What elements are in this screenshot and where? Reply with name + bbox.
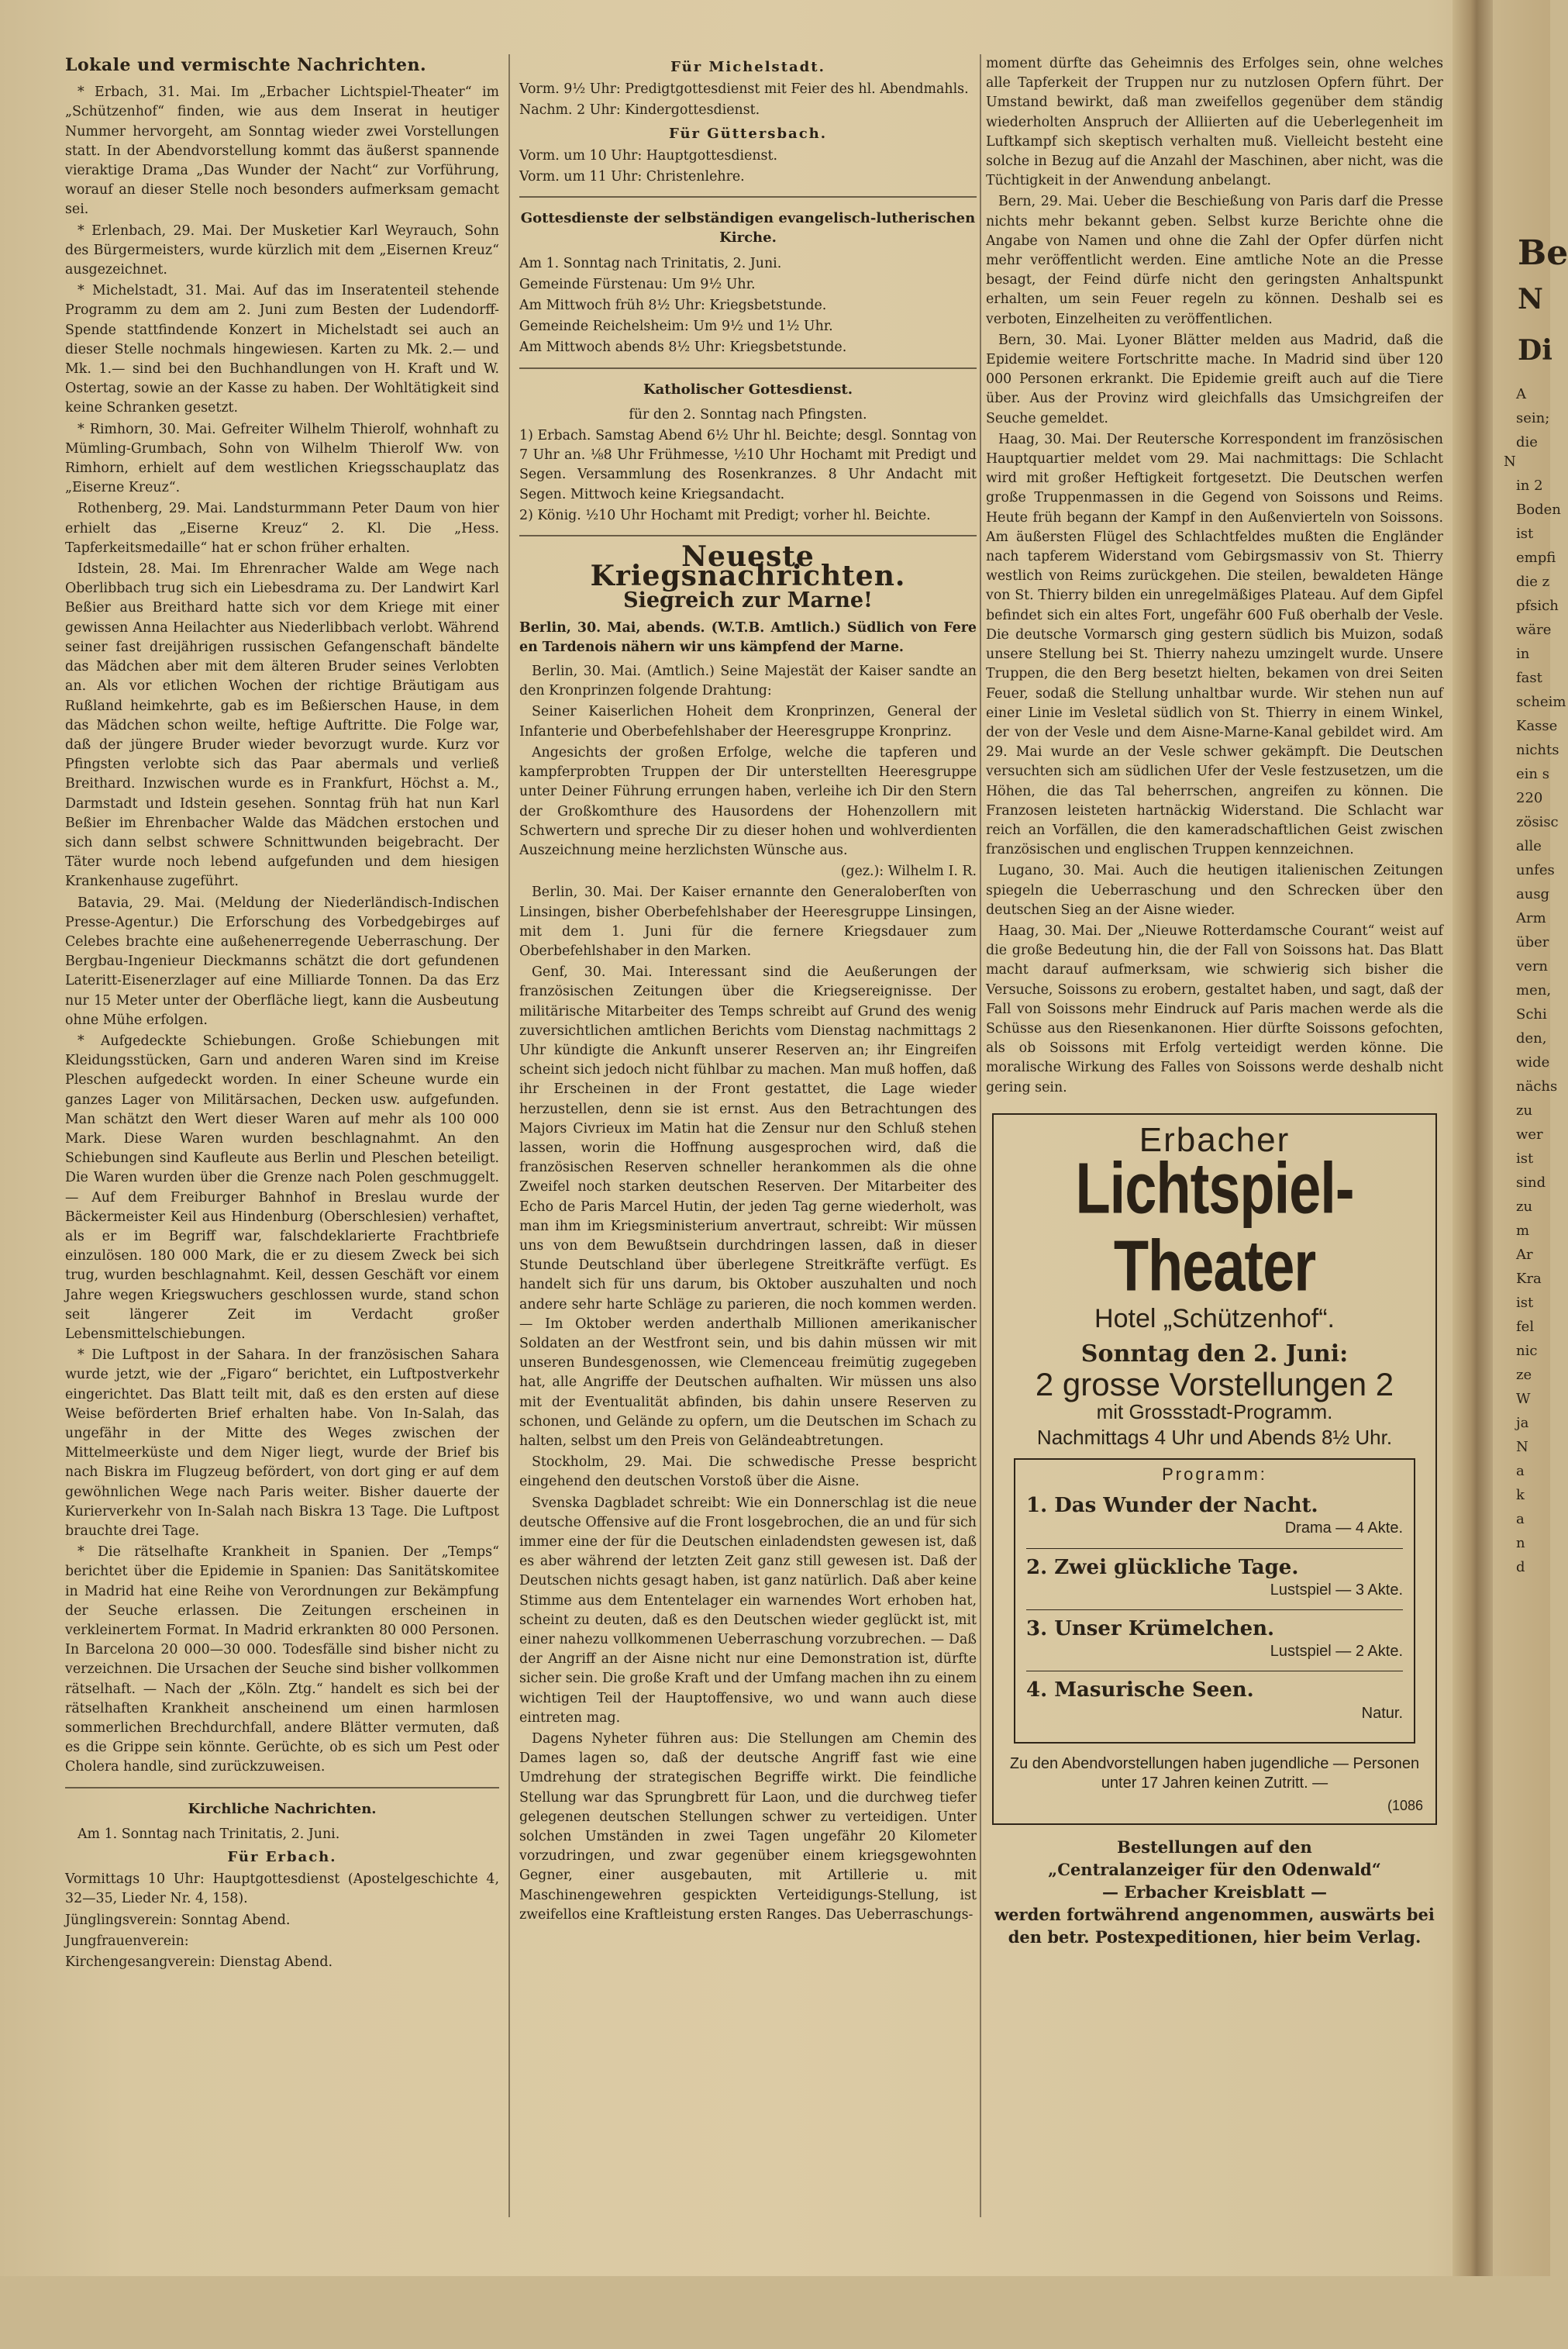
church-line: Am 1. Sonntag nach Trinitatis, 2. Juni. — [519, 255, 782, 271]
divider — [65, 1787, 499, 1788]
cutoff-line: vern — [1516, 958, 1549, 974]
cinema-advertisement — [992, 1113, 1437, 1826]
column-church-war-news — [519, 54, 977, 2225]
church-line: Nachm. 2 Uhr: Kindergottesdienst. — [519, 102, 760, 119]
church-line: 1) Erbach. Samstag Abend 6½ Uhr hl. Beichte; desgl. Sonntag von 7 Uhr an. ⅛8 Uhr Frühmesse, ½10 Uhr Hochamt mit Predigt und Segen. Versammlung des Rosenkranzes. 8 Uhr Andacht mit Segen. Mittwoch keine Kriegsandacht. — [519, 428, 977, 502]
article-paragraph: Haag, 30. Mai. Der „Nieuwe Rotterdamsche Courant“ weist auf die große Bedeutung hin, die der Fall von Soissons hat. Das Blatt macht darauf aufmerksam, wie schwierig sich bisher die Versuche, Soissons zu erobern, gestaltet haben, und sagt, daß der Fall von Soissons mehr Eindruck auf Paris machen werde als die Schüsse aus den Riesenkanonen. Hier dürfte Soissons gefochten, als ob Soissons mit Erfolg verteidigt werden könne. Die moralische Wirkung des Falles von Soissons werde deshalb nicht gering sein. — [986, 923, 1443, 1095]
cutoff-line: W — [1516, 1391, 1531, 1407]
divider — [519, 367, 977, 369]
cutoff-line: ze — [1516, 1367, 1532, 1383]
column-adjacent-page — [1504, 178, 1568, 2349]
signature-line: (gez.): Wilhelm I. R. — [840, 864, 977, 880]
subscription-line: werden fortwährend angenommen, auswärts bei — [994, 1905, 1435, 1925]
article-paragraph: Berlin, 30. Mai. (Amtlich.) Seine Majestät der Kaiser sandte an den Kronprinzen folgende Drahtung: — [519, 664, 977, 699]
subscription-notice — [986, 1836, 1443, 1948]
cutoff-line: zösisc — [1516, 814, 1559, 830]
page-fold-shadow — [1453, 0, 1493, 2276]
cutoff-line: a — [1516, 1511, 1525, 1527]
ad-code: (1086 — [1387, 1798, 1423, 1814]
cutoff-line: wäre — [1516, 622, 1552, 638]
cutoff-line: 220 — [1516, 790, 1543, 806]
column-rule — [508, 54, 510, 2217]
ad-cinema-name: Lichtspiel-Theater — [1075, 1147, 1354, 1306]
ad-program-box — [1014, 1458, 1415, 1744]
church-intro: Am 1. Sonntag nach Trinitatis, 2. Juni. — [78, 1826, 340, 1842]
article-paragraph: Bern, 30. Mai. Lyoner Blätter melden aus Madrid, daß die Epidemie weitere Fortschritte mache. In Madrid sind über 120 000 Personen erkrankt. Die Epidemie greift auch auf die Tiere über. Aus der Provinz wird gleichfalls das Umsichgreifen der Seuche gemeldet. — [986, 332, 1443, 426]
cutoff-line: Kra — [1516, 1271, 1542, 1287]
cutoff-line: alle — [1516, 838, 1542, 854]
cutoff-line: n — [1516, 1535, 1525, 1551]
church-line: Gemeinde Fürstenau: Um 9½ Uhr. — [519, 276, 756, 292]
cutoff-line: die z — [1516, 574, 1550, 590]
church-line: Jungfrauenverein: — [65, 1933, 189, 1949]
cutoff-line: k — [1516, 1487, 1525, 1503]
cutoff-line: unfes — [1516, 862, 1555, 878]
column-rule — [980, 54, 981, 2217]
church-heading: Kirchliche Nachrichten. — [188, 1800, 377, 1817]
cutoff-line: ist — [1516, 1150, 1534, 1167]
article-paragraph: Lugano, 30. Mai. Auch die heutigen italienischen Zeitungen spiegeln die Ueberraschung und den Schrecken über den deutschen Sieg an der Aisne wieder. — [986, 863, 1443, 918]
program-item — [1026, 1615, 1403, 1671]
cutoff-line: zu — [1516, 1199, 1533, 1215]
subscription-line: „Centralanzeiger für den Odenwald“ — [1048, 1860, 1381, 1880]
ad-date: Sonntag den 2. Juni: — [1080, 1340, 1349, 1368]
church-place: Für Erbach. — [227, 1849, 337, 1866]
divider — [519, 196, 977, 198]
cutoff-line: zu — [1516, 1102, 1533, 1119]
article-paragraph: * Erbach, 31. Mai. Im „Erbacher Lichtspiel-Theater“ im „Schützenhof“ finden, wie aus dem Inserat in heutiger Nummer hervorgeht, am Sonntag wieder zwei Vorstellungen statt. In der Abendvorstellung kommt das äußerst spannende vieraktige Drama „Das Wunder der Nacht“ zur Vorführung, worauf an dieser Stelle noch besonders aufmerksam gemacht sei. — [65, 85, 499, 218]
cutoff-heading: Di — [1518, 334, 1552, 367]
cutoff-line: pfsich — [1516, 598, 1559, 614]
program-genre: Lustspiel — 2 Akte. — [1270, 1643, 1403, 1661]
war-news-heading: Neueste Kriegsnachrichten. — [590, 540, 906, 593]
cutoff-line: sind — [1516, 1174, 1546, 1191]
program-genre: Lustspiel — 3 Akte. — [1270, 1581, 1403, 1599]
article-paragraph: Svenska Dagbladet schreibt: Wie ein Donnerschlag ist die neue deutsche Offensive auf die Front losgebrochen, die an und für sich immer eine der für die Deutschen einladendsten gewesen ist, daß es aber während der letzten Zeit ganz still gewesen ist. Daß der Deutschen nichts gesagt haben, ist ganz natürlich. Daß aber keine Stimme aus dem Ententelager ein warnendes Wort erhoben hat, scheint zu deuten, daß es den Deutschen wieder geglückt ist, mit einer nahezu vollkommenen Ueberraschung vorzubrechen. — Daß der Angriff an der Aisne nicht nur eine Demonstration ist, dürfte sicher sein. Die große Kraft und der Umfang machen ihn zu einem wichtigen Teil der Hauptoffensive, wo und wann auch diese eintreten mag. — [519, 1495, 977, 1726]
program-title: 3. Unser Krümelchen. — [1026, 1617, 1275, 1640]
ad-times: Nachmittags 4 Uhr und Abends 8½ Uhr. — [1036, 1425, 1393, 1449]
program-item — [1026, 1492, 1403, 1548]
article-paragraph: Rothenberg, 29. Mai. Landsturmmann Peter Daum von hier erhielt das „Eiserne Kreuz“ 2. Kl. Die „Hess. Tapferkeitsmedaille“ hat er schon früher erhalten. — [65, 501, 499, 556]
cutoff-line: fast — [1516, 670, 1542, 686]
program-title: 2. Zwei glückliche Tage. — [1026, 1555, 1299, 1579]
article-paragraph: Bern, 29. Mai. Ueber die Beschießung von Paris darf die Presse nichts mehr bekannt geben. Selbst kurze Berichte ohne die Angabe von Namen und ohne die Zahl der Opfer dürfen nicht mehr veröffentlicht werden. Eine amtliche Note an die Presse besagt, der Feind dürfe nicht den geringsten Anhaltspunkt erhalten, um sein Feuer regeln zu können. Deshalb sei es verboten, Einzelheiten zu veröffentlichen. — [986, 194, 1443, 327]
cutoff-line: über — [1516, 934, 1549, 950]
church-heading-catholic: Katholischer Gottesdienst. — [643, 381, 853, 398]
cutoff-line: m — [1516, 1223, 1530, 1239]
article-paragraph: Seiner Kaiserlichen Hoheit dem Kronprinzen, General der Infanterie und Oberbefehlshaber der Heeresgruppe Kronprinz. — [519, 704, 977, 740]
subscription-line: — Erbacher Kreisblatt — — [1102, 1882, 1327, 1902]
cutoff-line: Boden — [1516, 502, 1561, 518]
article-paragraph: * Erlenbach, 29. Mai. Der Musketier Karl Weyrauch, Sohn des Bürgermeisters, wurde kürzlich mit dem „Eisernen Kreuz“ ausgezeichnet. — [65, 222, 499, 278]
church-line: Am Mittwoch abends 8½ Uhr: Kriegsbetstunde. — [519, 340, 847, 356]
war-news-lead: Berlin, 30. Mai, abends. (W.T.B. Amtlich.) Südlich von Fere en Tardenois nähern wir uns kämpfend der Marne. — [519, 619, 977, 655]
ad-shows: 2 grosse Vorstellungen 2 — [1035, 1366, 1394, 1403]
cutoff-line: men, — [1516, 982, 1552, 999]
cutoff-line: fel — [1516, 1319, 1535, 1335]
cutoff-heading: Be — [1518, 233, 1568, 273]
cutoff-line: empfi — [1516, 550, 1556, 566]
article-paragraph: * Die rätselhafte Krankheit in Spanien. Der „Temps“ berichtet über die Epidemie in Spanien: Das Sanitätskomitee in Madrid hat eine Reihe von Verordnungen zur Bekämpfung der Seuche erlassen. Die Zeitungen erscheinen in verkleinertem Format. In Madrid erkrankten 80 000 Personen. In Barcelona 20 000—30 000. Todesfälle sind bisher nicht zu verzeichnen. Die Ursachen der Seuche sind bisher vollkommen rätselhaft. — Nach der „Köln. Ztg.“ handelt es sich bei der rätselhaften Krankheit anscheinend um einen harmlosen sommerlichen Brechdurchfall, andere Blätter vermuten, daß es die Grippe sein könnte. Gerüchte, ob es sich um Pest oder Cholera handle, sind zurückzuweisen. — [65, 1544, 499, 1775]
program-genre: Drama — 4 Akte. — [1284, 1519, 1403, 1537]
ad-program-note: mit Grossstadt-Programm. — [1096, 1399, 1333, 1423]
cutoff-text — [1504, 385, 1566, 1577]
article-paragraph: Stockholm, 29. Mai. Die schwedische Presse bespricht eingehend den deutschen Vorstoß über die Aisne. — [519, 1454, 977, 1490]
cutoff-line: den, — [1516, 1030, 1547, 1047]
program-item — [1026, 1676, 1403, 1732]
cutoff-line: ein s — [1516, 766, 1549, 782]
article-paragraph: Haag, 30. Mai. Der Reutersche Korrespondent im französischen Hauptquartier meldet vom 29. Mai nachmittags: Die Schlacht wird mit großer Heftigkeit fortgesetzt. Die Deutschen werfen große Truppenmassen in die Gegend von Soissons und Reims. Heute früh begann der Kampf in den Außenvierteln von Soissons. Am äußersten Flügel des Schlachtfeldes mußten die Engländer nach tapferem Widerstand vom Gebirgsmassiv von St. Thierry westlich von Reims zurückgehen. Die steilen, bewaldeten Hänge von St. Thierry bilden ein unregelmäßiges Plateau. Auf dem Gipfel befindet sich ein altes Fort, ungefähr 600 Fuß oberhalb der Vesle. Die deutsche Vormarsch ging gestern südlich bis Muizon, sodaß unsere Stellung bei St. Thierry nahezu umzingelt wurde. Unsere Truppen, die den Berg besetzt hielten, bekamen von drei Seiten Feuer, sodaß die Stellung unhaltbar wurde. Wir stehen nun auf einer Linie im Vesletal südlich von St. Thierry in einem Winkel, der von der Vesle und dem Aisne-Marne-Kanal gebildet wird. Am 29. Mai wurde an der Vesle schwer gekämpft. Die Deutschen versuchten sich am südlichen Ufer der Vesle festzusetzen, um die Höhen, die das Tal beherrschen, angreifen zu können. Die Franzosen leisteten hartnäckig Widerstand. Die Schlacht war reich an Vorfällen, die den kameradschaftlichen Geist zwischen französischen und englischen Truppen kennzeichnen. — [986, 431, 1443, 858]
cutoff-line: Ar — [1516, 1247, 1533, 1263]
article-paragraph: Dagens Nyheter führen aus: Die Stellungen am Chemin des Dames lagen so, daß der deutsche Angriff fast wie eine Umdrehung der strategischen Begriffe wirkt. Die feindliche Stellung war das Sprungbrett für Laon, und die durchweg tiefer gelegenen deutschen Stellungen schwer zu verteidigen. Unter solchen Umständen in zwei Tagen ungefähr 20 Kilometer vorzudringen, und zwar gegenüber einem kriegsgewohnten Gegner, einer ausgebauten, mit Artillerie u. mit Maschinengewehren gespickten Verteidigungs-Stellung, ist zweifellos eine Kraftleistung ersten Ranges. Das Ueberraschungs- — [519, 1731, 977, 1923]
ad-town: Erbacher — [1139, 1120, 1291, 1159]
cutoff-line: die N — [1504, 434, 1538, 470]
cutoff-line: ausg — [1516, 886, 1550, 902]
ad-program-title: Programm: — [1162, 1464, 1267, 1484]
cutoff-line: in 2 — [1516, 478, 1543, 494]
article-paragraph: Angesichts der großen Erfolge, welche die tapferen und kampferprobten Truppen der Dir unterstellten Heeresgruppe unter Deiner Führung errungen haben, verleihe ich Dir den Stern der Großkomthure des Hausordens der Hohenzollern mit Schwertern und spreche Dir zu dieser hohen und wohlverdienten Auszeichnung meine herzlichsten Wünsche aus. — [519, 744, 977, 858]
church-line: Vorm. um 10 Uhr: Hauptgottesdienst. — [519, 147, 778, 164]
cutoff-line: a — [1516, 1463, 1525, 1479]
cutoff-line: ist — [1516, 526, 1534, 542]
cutoff-line: nic — [1516, 1343, 1538, 1359]
cutoff-line: Schi — [1516, 1006, 1547, 1023]
article-paragraph: * Michelstadt, 31. Mai. Auf das im Inseratenteil stehende Programm zu dem am 2. Juni zum Besten der Ludendorff-Spende stattfindende Konzert in Michelstadt sei auch an dieser Stelle nochmals hingewiesen. Karten zu Mk. 2.— und Mk. 1.— sind bei den Buchhandlungen von H. Kraft und W. Ostertag, sowie an der Kasse zu haben. Der Wohltätigkeit sind keine Schranken gesetzt. — [65, 283, 499, 416]
cutoff-line: sein; — [1516, 410, 1550, 426]
article-paragraph: Berlin, 30. Mai. Der Kaiser ernannte den Generaloberſten von Linsingen, bisher Oberbefehlshaber der Heeresgruppe Linsingen, mit dem 1. Juni für die fernere Kriegsdauer zum Oberbefehlshaber in den Marken. — [519, 885, 977, 959]
church-line: 2) König. ½10 Uhr Hochamt mit Predigt; vorher hl. Beichte. — [519, 507, 931, 523]
ad-youth-note: Zu den Abendvorstellungen haben jugendliche — Personen unter 17 Jahren keinen Zutritt. — — [1009, 1754, 1420, 1792]
program-title: 4. Masurische Seen. — [1026, 1678, 1254, 1702]
church-line: Vorm. 9½ Uhr: Predigtgottesdienst mit Feier des hl. Abendmahls. — [519, 81, 969, 98]
cutoff-line: ja — [1516, 1415, 1529, 1431]
subscription-line: Bestellungen auf den — [1117, 1837, 1312, 1857]
church-line: Jünglingsverein: Sonntag Abend. — [65, 1912, 291, 1928]
church-intro: für den 2. Sonntag nach Pfingsten. — [629, 406, 867, 423]
church-line: Kirchengesangverein: Dienstag Abend. — [65, 1954, 333, 1971]
church-place: Für Güttersbach. — [668, 125, 828, 142]
cutoff-line: nächs — [1516, 1078, 1558, 1095]
cutoff-line: wer — [1516, 1126, 1543, 1143]
section-heading-local: Lokale und vermischte Nachrichten. — [65, 55, 427, 75]
cutoff-line: nichts — [1516, 742, 1559, 758]
cutoff-line: wide — [1516, 1054, 1550, 1071]
cutoff-line: scheim — [1516, 694, 1566, 710]
ad-venue: Hotel „Schützenhof“. — [1094, 1303, 1335, 1333]
church-line: Vorm. um 11 Uhr: Christenlehre. — [519, 169, 745, 185]
church-line: Gemeinde Reichelsheim: Um 9½ und 1½ Uhr. — [519, 319, 833, 335]
war-news-subheading: Siegreich zur Marne! — [623, 588, 873, 613]
church-heading-lutheran: Gottesdienste der selbständigen evangelisch-lutherischen Kirche. — [520, 210, 976, 247]
divider — [519, 535, 977, 536]
cutoff-heading: N — [1518, 283, 1543, 316]
article-paragraph: * Rimhorn, 30. Mai. Gefreiter Wilhelm Thierolf, wohnhaft zu Mümling-Grumbach, Sohn von Wilhelm Thierolf Ww. von Rimhorn, erhielt auf dem westlichen Kriegsschauplatz das „Eiserne Kreuz“. — [65, 421, 499, 496]
article-paragraph: * Die Luftpost in der Sahara. In der französischen Sahara wurde jetzt, wie der „Figaro“ berichtet, ein Luftpostverkehr eingerichtet. Das Blatt teilt mit, daß es den ersten auf diese Weise beförderten Brief erhalten habe. Von In-Salah, das ungefähr in der Mitte des Weges zwischen der Mittelmeerküste und dem Niger liegt, wurde der Brief bis nach Biskra im Flugzeug befördert, von dort ging er auf dem gewöhnlichen Wege nach Paris weiter. Bisher dauerte der Kurierverkehr von In-Salah nach Biskra 13 Tage. Die Luftpost brauchte drei Tage. — [65, 1347, 499, 1540]
cutoff-line: in — [1516, 646, 1530, 662]
program-genre: Natur. — [1361, 1704, 1403, 1722]
article-paragraph: Genf, 30. Mai. Interessant sind die Aeußerungen der französischen Zeitungen über die Kriegsereignisse. Der militärische Mitarbeiter des Temps schreibt auf Grund des wenig zuversichtlichen amtlichen Berichts vom Dienstag nachmittags 2 Uhr kündigte die Ankunft unserer Reserven an; ihr Eingreifen scheint sich jedoch nicht fühlbar zu machen. Man muß hoffen, daß ihr Erscheinen in der Front gestattet, die Lage wieder herzustellen, denn sie ist ernst. Aus den Betrachtungen des Majors Civrieux im Matin hat die Zensur nur den Schluß stehen lassen, worin die Hoffnung ausgesprochen wird, daß die französischen Reserven schneller herankommen als die ohne Zweifel noch starken deutschen Reserven. Der Mitarbeiter des Echo de Paris Marcel Hutin, der jeden Tag gerne wiederholt, was man ihm im Kriegsministerium anvertraut, schreibt: Wir müssen uns von dem Bewußtsein durchdringen lassen, daß in dieser Stunde Deutschland über überlegene Streitkräfte verfügt. Es handelt sich für uns darum, bis Oktober auszuhalten und noch andere sehr harte Schläge zu parieren, die noch kommen werden. — Im Oktober werden anderthalb Millionen amerikanischer Soldaten an der Westfront sein, und bis dahin müssen wir mit unseren Bundesgenossen, wie Clemenceau freimütig zugegeben hat, alle Angriffe der Deutschen aufhalten. Wir müssen uns also mit der Eventualität abfinden, bis dahin unsere Reserven zu schonen, und Gelände zu opfern, um die Deutschen im Schach zu halten, selbst um den Preis von Geländeabtretungen. — [519, 964, 977, 1449]
cutoff-line: Arm — [1516, 910, 1546, 926]
cutoff-line: d — [1516, 1559, 1525, 1575]
article-paragraph: moment dürfte das Geheimnis des Erfolges sein, ohne welches alle Tapferkeit der Truppen nur zu nutzlosen Opfern führt. Der Umstand bewirkt, daß man zweifellos gegenüber dem ständig wiederholten Anspruch der Alliierten auf die Ueberlegenheit im Luftkampf sich skeptisch verhalten muß. Vielleicht besteht eine solche in Bezug auf die Anzahl der Maschinen, aber nicht, was die Tüchtigkeit in der Anwendung anbelangt. — [986, 56, 1443, 189]
cutoff-line: ist — [1516, 1295, 1534, 1311]
article-paragraph: Batavia, 29. Mai. (Meldung der Niederländisch-Indischen Presse-Agentur.) Die Erforschung des Vorbedgebirges auf Celebes brachte eine außehenerregende Ueberraschung. Der Bergbau-Ingenieur Dieckmanns schätzt die dort gefundenen Lateritt-Eisenerzlager auf eine Milliarde Tonnen. Da das Erz nur 15 Meter unter der Oberfläche liegt, kann die Ausbeutung ohne Mühe erfolgen. — [65, 895, 499, 1028]
program-title: 1. Das Wunder der Nacht. — [1026, 1494, 1318, 1518]
cutoff-line: Kasse — [1516, 718, 1558, 734]
church-line: Vormittags 10 Uhr: Hauptgottesdienst (Apostelgeschichte 4, 32—35, Lieder Nr. 4, 158). — [65, 1871, 499, 1907]
cutoff-line: A — [1516, 386, 1526, 402]
program-item — [1026, 1554, 1403, 1610]
column-war-news-cont — [986, 54, 1443, 2225]
church-line: Am Mittwoch früh 8½ Uhr: Kriegsbetstunde. — [519, 298, 827, 314]
church-place: Für Michelstadt. — [670, 59, 825, 75]
cutoff-line: N — [1516, 1439, 1528, 1455]
article-paragraph: Idstein, 28. Mai. Im Ehrenracher Walde am Wege nach Oberlibbach trug sich ein Liebesdrama zu. Der Landwirt Karl Beßier aus Breithard hatte sich vor dem Kriege mit einer gewissen Anna Heilachter aus Niederlibbach verlobt. Während seiner fast dreijährigen russischen Gefangenschaft bändelte das Mädchen aber mit dem älteren Bruder seines Verlobten an. Als vor etlichen Wochen der richtige Bräutigam aus Rußland heimkehrte, gab es im Beßierschen Hause, in dem das Mädchen schon weilte, heftige Auftritte. Die Folge war, daß der jüngere Bruder wieder bevorzugt wurde. Kurz vor Pfingsten verlobte sich das Paar abermals und verließ Breithard. Inzwischen wurde es in Frankfurt, Höchst a. M., Darmstadt und Idstein gesehen. Sonntag früh hat nun Karl Beßier im Ehrenbacher Walde das Mädchen erstochen und sich dann selbst schwere Schnittwunden beigebracht. Der Täter wurde noch lebend aufgefunden und dem hiesigen Krankenhause zugeführt. — [65, 561, 499, 890]
subscription-line: den betr. Postexpeditionen, hier beim Verlag. — [1008, 1927, 1422, 1947]
column-local-news — [65, 56, 499, 2227]
article-paragraph: * Aufgedeckte Schiebungen. Große Schiebungen mit Kleidungsstücken, Garn und anderen Waren sind im Kreise Pleschen aufgedeckt worden. In einer Scheune wurde ein ganzes Lager von Militärsachen, Decken usw. aufgefunden. Man schätzt den Wert dieser Waren auf mehr als 100 000 Mark. Diese Waren wurden beschlagnahmt. An den Schiebungen sind Kaufleute aus Berlin und Pleschen beteiligt. Die Waren wurden über die Grenze nach Polen geschmuggelt. — Auf dem Freiburger Bahnhof in Breslau wurde der Bäckermeister Keil aus Hindenburg (Oberschlesien) verhaftet, als er im Begriff war, falschdeklarierte Frachtbriefe einzulösen. 180 000 Mark, die er zu diesem Zweck bei sich trug, wurden beschlagnahmt. Keil, dessen Geschäft vor einem Jahre wegen Kriegswuchers geschlossen wurde, stand schon seit längerer Zeit im Verdacht großer Lebensmittelschiebungen. — [65, 1033, 499, 1342]
